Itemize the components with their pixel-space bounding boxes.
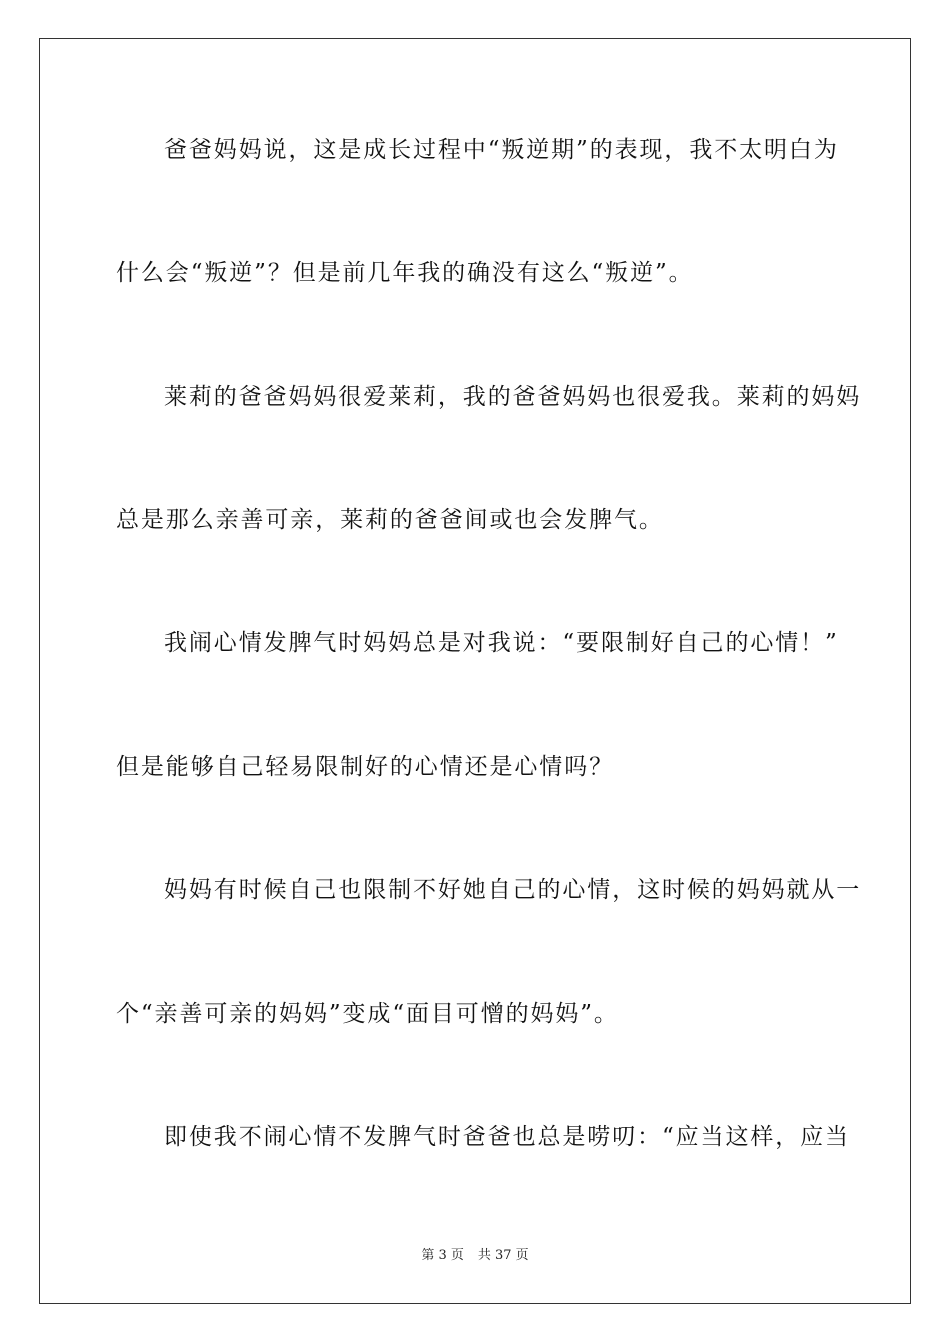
page-footer [0, 1246, 950, 1266]
paragraph-line: 但是能够自己轻易限制好的心情还是心情吗？ [116, 754, 614, 780]
paragraph-line: 即使我不闹心情不发脾气时爸爸也总是唠叨：“应当这样，应当 [164, 1124, 850, 1150]
page-number: 第 3 页 [421, 1248, 464, 1263]
paragraph-line: 爸爸妈妈说，这是成长过程中“叛逆期”的表现，我不太明白为 [164, 137, 839, 163]
page-frame [39, 38, 911, 1304]
paragraph-line: 妈妈有时候自己也限制不好她自己的心情，这时候的妈妈就从一 [164, 877, 862, 903]
paragraph-line: 总是那么亲善可亲，莱莉的爸爸间或也会发脾气。 [116, 507, 664, 533]
paragraph-line: 什么会“叛逆”？但是前几年我的确没有这么“叛逆”。 [116, 260, 694, 286]
paragraph-line: 莱莉的爸爸妈妈很爱莱莉，我的爸爸妈妈也很爱我。莱莉的妈妈 [164, 384, 862, 410]
paragraph-line: 我闹心情发脾气时妈妈总是对我说：“要限制好自己的心情！” [164, 630, 839, 656]
page-total: 共 37 页 [477, 1248, 529, 1263]
paragraph-line: 个“亲善可亲的妈妈”变成“面目可憎的妈妈”。 [116, 1001, 619, 1027]
